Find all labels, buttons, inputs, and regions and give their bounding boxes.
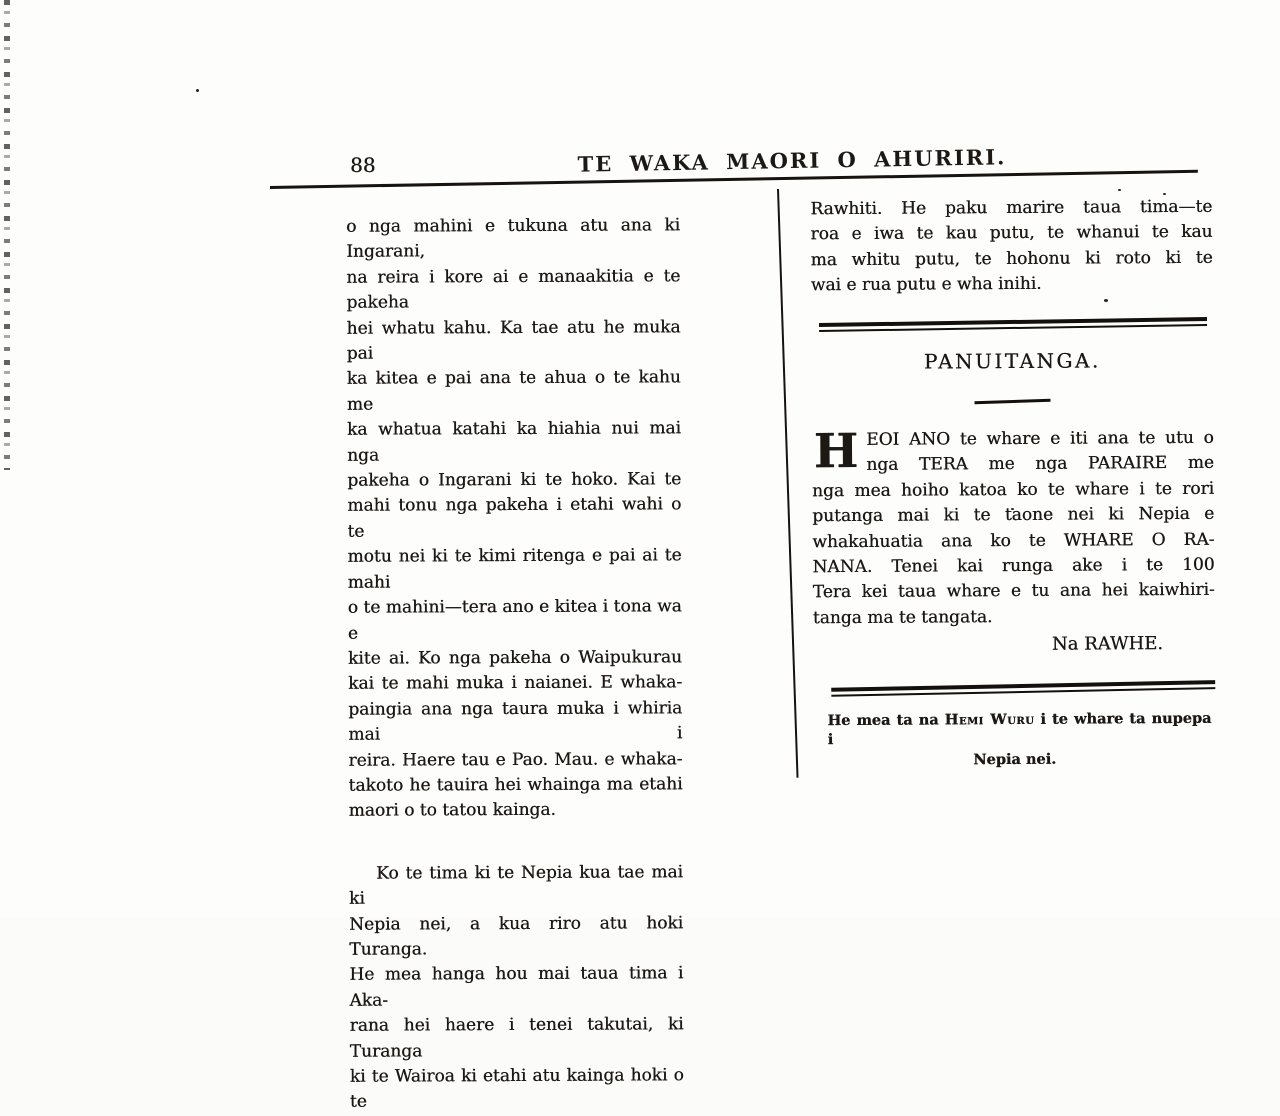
text-line: Tera kei taua whare e tu ana hei kaiwhiri- (813, 578, 1215, 606)
text-line: Rawhiti. He paku marire taua tima—te (810, 195, 1212, 223)
text-line: hei whatu kahu. Ka tae atu he muka pai (346, 315, 680, 367)
text-line: kite ai. Ko nga pakeha o Waipukurau (348, 645, 682, 672)
text-line: Nepia nei, a kua riro atu hoki Turanga. (349, 911, 683, 963)
text-line: ka whatua katahi ka hiahia nui mai nga (347, 417, 681, 469)
text-line: paingia ana nga taura muka i whiria mai i (348, 696, 682, 748)
text-line: Ko te tima ki te Nepia kua tae mai ki (349, 860, 683, 912)
ink-speck (196, 89, 199, 92)
drop-cap: H (814, 430, 859, 478)
text-line: nga TERA me nga PARAIRE me (812, 451, 1214, 479)
masthead-title: TE WAKA MAORI O AHURIRI. (492, 143, 1092, 178)
signature: Na RAWHE. (813, 631, 1215, 659)
text-line: motu nei ki te kimi ritenga e pai ai te mahi (347, 544, 681, 596)
notice-lines (812, 426, 1215, 632)
text-line: putanga mai ki te taone nei ki Nepia e (812, 502, 1214, 530)
imprint-line: Nepia nei. (814, 748, 1216, 769)
text-line: na reira i kore ai e manaakitia e te pakeha (346, 264, 680, 316)
text-line: tanga ma te tangata. (813, 604, 1215, 632)
text-line: pakeha o Ingarani ki te hoko. Kai te (347, 467, 681, 494)
heading-rule (974, 399, 1050, 404)
text-line: NANA. Tenei kai runga ake i te 100 (812, 553, 1214, 581)
text-line: EOI ANO te whare e iti ana te utu o (812, 426, 1214, 454)
double-rule (819, 317, 1207, 332)
text-line: He mea hanga hou mai taua tima i Aka- (349, 962, 683, 1014)
text-line: rana hei haere i tenei takutai, ki Turanga (350, 1012, 684, 1064)
paragraph (349, 860, 684, 1116)
paragraph (346, 213, 683, 824)
imprint-line (813, 708, 1215, 748)
text-line: whakahuatia ana ko te WHARE O RA- (812, 527, 1214, 555)
text-line: ki te Wairoa ki etahi atu kainga hoki o te (350, 1063, 684, 1115)
text-line: kai te mahi muka i naianei. E whaka- (348, 671, 682, 698)
text-line: o te mahini—tera ano e kitea i tona wa e (348, 594, 682, 646)
notice-paragraph (812, 426, 1215, 632)
column-divider-rule (777, 189, 799, 778)
imprint-suffix: i te whare ta nupepa i (828, 709, 1212, 747)
paragraph (810, 195, 1213, 299)
text-line: takoto he tauira hei whainga ma etahi (348, 772, 682, 799)
text-line: ka kitea e pai ana te ahua o te kahu me (347, 366, 681, 418)
column-left (346, 213, 684, 1115)
text-line: mahi tonu nga pakeha i etahi wahi o te (347, 493, 681, 545)
text-line: o nga mahini e tukuna atu ana ki Ingarani, (346, 213, 680, 265)
text-line: wai e rua putu e wha inihi. (811, 271, 1213, 299)
notice-heading: PANUITANGA. (811, 347, 1213, 375)
column-right (810, 195, 1215, 770)
text-line: ma whitu putu, te hohonu ki roto ki te (811, 246, 1213, 274)
text-line: reira. Haere tau e Pao. Mau. e whaka- (348, 747, 682, 774)
imprint (813, 708, 1215, 769)
text-line: nga mea hoiho katoa ko te whare i te rori (812, 477, 1214, 505)
double-rule (831, 680, 1215, 697)
page-number: 88 (350, 153, 375, 177)
text-line: roa e iwa te kau putu, te whanui te kau (810, 220, 1212, 248)
imprint-prefix: He mea ta na (827, 711, 944, 729)
scan-edge-artifact (4, 0, 10, 470)
printer-name: Hemi Wuru (945, 711, 1035, 729)
ink-speck (1118, 189, 1121, 191)
text-line: maori o to tatou kainga. (349, 798, 683, 825)
